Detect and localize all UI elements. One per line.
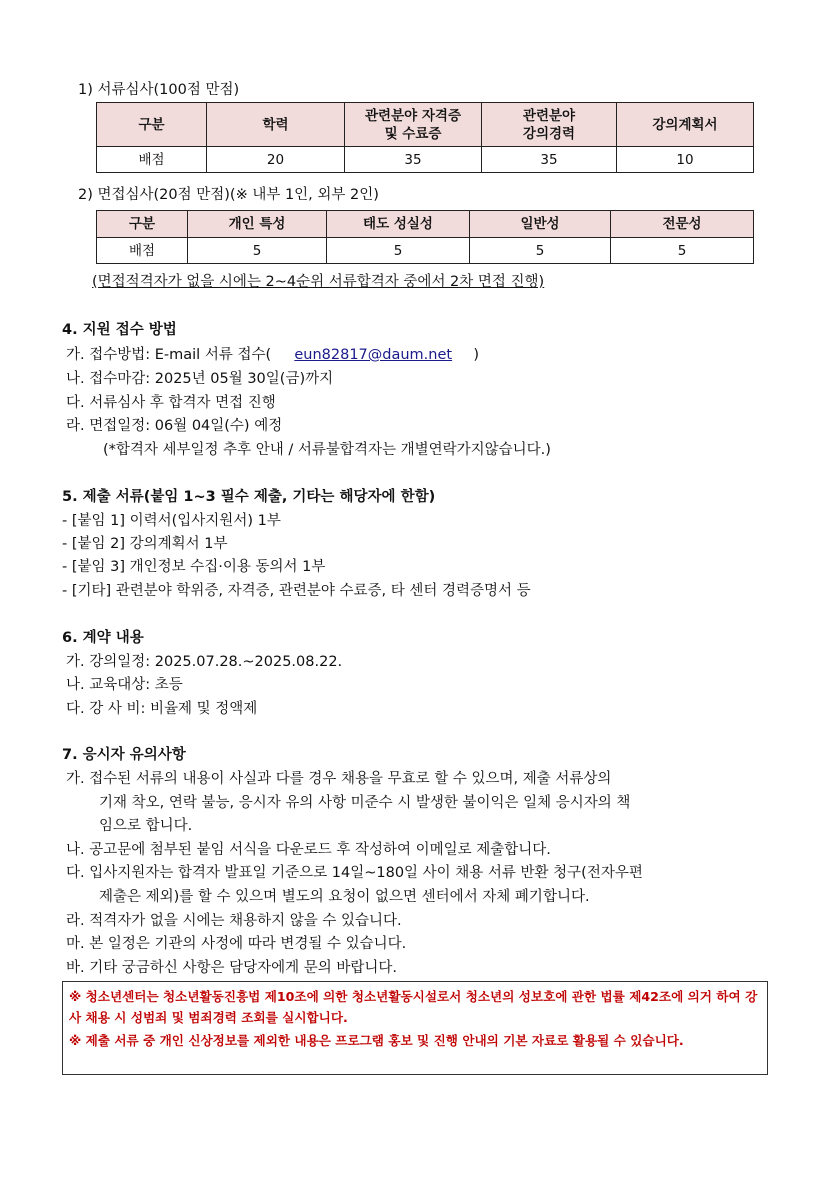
table-header-line: 강의경력 xyxy=(522,125,576,142)
notice-item-ma: 마. 본 일정은 기관의 사정에 따라 변경될 수 있습니다. xyxy=(66,936,407,952)
notice-item-ga: 가. 접수된 서류의 내용이 사실과 다를 경우 채용을 무효로 할 수 있으며, 제출 서류상의 xyxy=(66,771,612,787)
submission-method xyxy=(66,343,479,364)
table-header: 강의계획서 xyxy=(617,103,754,147)
notice-item-na: 나. 공고문에 첨부된 붙임 서식을 다운로드 후 작성하여 이메일로 제출합니다. xyxy=(66,842,551,858)
notice-item-ba: 바. 기타 궁금하신 사항은 담당자에게 문의 바랍니다. xyxy=(66,960,398,976)
notice-item-da-cont: 제출은 제외)를 할 수 있으며 별도의 요청이 없으면 센터에서 자체 폐기합니다. xyxy=(99,889,590,905)
notice-item-ra: 라. 적격자가 없을 시에는 채용하지 않을 수 있습니다. xyxy=(66,913,402,929)
table-cell: 5 xyxy=(188,238,327,264)
interview-schedule-note: (*합격자 세부일정 추후 안내 / 서류불합격자는 개별연락가지않습니다.) xyxy=(103,442,551,458)
table-header: 개인 특성 xyxy=(188,211,327,238)
row-label: 배점 xyxy=(97,147,207,173)
table-cell: 35 xyxy=(345,147,482,173)
table-header: 학력 xyxy=(207,103,345,147)
notice-text-1: ※ 청소년센터는 청소년활동진흥법 제10조에 의한 청소년활동시설로서 청소년의 성보호에 관한 법률 제42조에 의거 하여 강사 채용 시 성범죄 및 범죄경력 조회를 실시합니다. xyxy=(69,989,758,1025)
notice-item-da: 다. 입사지원자는 합격자 발표일 기준으로 14일~180일 사이 채용 서류 반환 청구(전자우편 xyxy=(66,865,643,881)
section-7-title: 7. 응시자 유의사항 xyxy=(62,747,186,763)
list-item: - [붙임 2] 강의계획서 1부 xyxy=(62,536,228,552)
table-header: 태도 성실성 xyxy=(327,211,470,238)
notice-item-ga-cont: 임으로 합니다. xyxy=(99,818,193,834)
list-item: - [기타] 관련분야 학위증, 자격증, 관련분야 수료증, 타 센터 경력증명서 등 xyxy=(62,583,531,599)
section-5-title: 5. 제출 서류(붙임 1~3 필수 제출, 기타는 해당자에 한함) xyxy=(62,489,436,505)
table-cell: 5 xyxy=(611,238,754,264)
submission-method-label: 가. 접수방법: E-mail 서류 접수( xyxy=(66,347,272,363)
row-label: 배점 xyxy=(97,238,188,264)
interview-screening-table xyxy=(96,210,754,264)
list-item: - [붙임 3] 개인정보 수집·이용 동의서 1부 xyxy=(62,559,326,575)
interview-note: (면접적격자가 없을 시에는 2~4순위 서류합격자 중에서 2차 면접 진행) xyxy=(92,274,545,290)
interview-schedule: 라. 면접일정: 06월 04일(수) 예정 xyxy=(66,418,283,434)
table-header: 구분 xyxy=(97,103,207,147)
table-header xyxy=(345,103,482,147)
table-header: 일반성 xyxy=(470,211,611,238)
list-item: - [붙임 1] 이력서(입사지원서) 1부 xyxy=(62,513,281,529)
section-4-title: 4. 지원 접수 방법 xyxy=(62,322,177,338)
notice-box xyxy=(62,981,768,1075)
doc-screening-table xyxy=(96,102,754,173)
screening-process: 다. 서류심사 후 합격자 면접 진행 xyxy=(66,395,276,411)
table-header-line: 및 수료증 xyxy=(384,125,442,142)
table-cell: 10 xyxy=(617,147,754,173)
submission-method-close: ) xyxy=(473,347,479,363)
table-cell: 20 xyxy=(207,147,345,173)
list-item: 나. 교육대상: 초등 xyxy=(66,677,183,693)
doc-screening-heading: 1) 서류심사(100점 만점) xyxy=(78,82,240,98)
list-item: 가. 강의일정: 2025.07.28.~2025.08.22. xyxy=(66,654,343,670)
table-cell: 35 xyxy=(482,147,617,173)
table-cell: 5 xyxy=(327,238,470,264)
table-header xyxy=(482,103,617,147)
list-item: 다. 강 사 비: 비율제 및 정액제 xyxy=(66,701,258,717)
submission-deadline: 나. 접수마감: 2025년 05월 30일(금)까지 xyxy=(66,371,334,387)
notice-item-ga-cont: 기재 착오, 연락 불능, 응시자 유의 사항 미준수 시 발생한 불이익은 일체 응시자의 책 xyxy=(99,795,631,811)
email-link[interactable]: eun82817@daum.net xyxy=(294,347,453,363)
table-cell: 5 xyxy=(470,238,611,264)
table-header: 구분 xyxy=(97,211,188,238)
interview-screening-heading: 2) 면접심사(20점 만점)(※ 내부 1인, 외부 2인) xyxy=(78,187,379,203)
table-header-line: 관련분야 xyxy=(522,107,576,124)
table-header-line: 관련분야 자격증 xyxy=(365,107,461,124)
notice-text-2: ※ 제출 서류 중 개인 신상정보를 제외한 내용은 프로그램 홍보 및 진행 안내의 기본 자료로 활용될 수 있습니다. xyxy=(69,1033,684,1048)
section-6-title: 6. 계약 내용 xyxy=(62,630,144,646)
table-header: 전문성 xyxy=(611,211,754,238)
